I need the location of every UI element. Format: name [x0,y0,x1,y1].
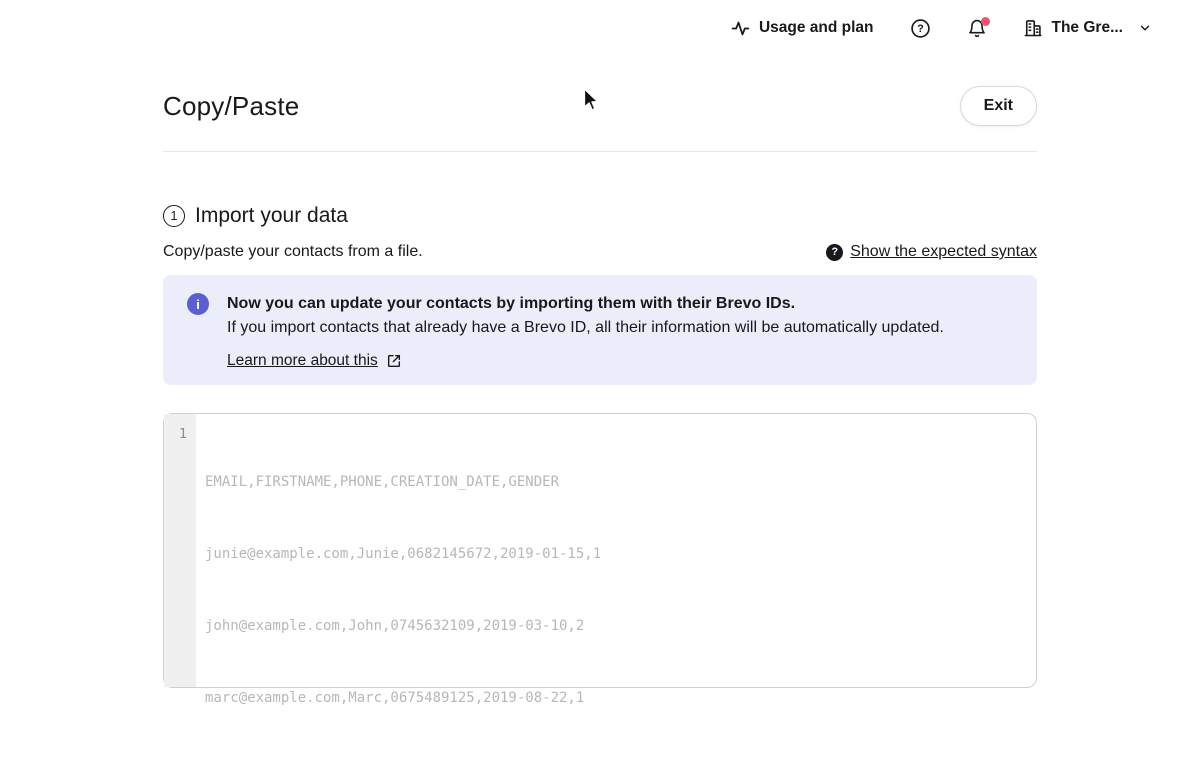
editor-line-gutter [164,414,196,687]
step-one-icon: 1 [163,205,185,227]
exit-button[interactable]: Exit [960,86,1037,126]
placeholder-line: john@example.com,John,0745632109,2019-03-10,2 [205,618,585,634]
question-mark-filled-icon: ? [826,244,843,261]
paste-contacts-editor[interactable] [163,413,1037,706]
info-banner-body [227,292,944,368]
external-link-icon [386,353,402,369]
learn-more-label: Learn more about this [227,352,378,369]
activity-icon [731,19,750,38]
usage-and-plan-link[interactable] [731,19,874,38]
page-title: Copy/Paste [163,90,300,121]
help-button[interactable] [910,18,931,39]
editor-input-area[interactable] [196,414,1036,706]
usage-and-plan-label: Usage and plan [758,19,874,36]
placeholder-line: marc@example.com,Marc,0675489125,2019-08-22,1 [205,690,585,706]
placeholder-line: EMAIL,FIRSTNAME,PHONE,CREATION_DATE,GENDER [205,474,560,490]
page-header [163,86,1037,126]
show-expected-syntax-label: Show the expected syntax [850,243,1037,260]
notifications-button[interactable] [967,18,987,39]
account-name-label: The Gre... [1051,19,1123,36]
chevron-down-icon [1138,21,1152,35]
placeholder-line: junie@example.com,Junie,0682145672,2019-01-15,1 [205,546,602,562]
header-divider [163,151,1037,152]
account-menu[interactable] [1023,18,1153,38]
info-icon: i [187,293,209,315]
import-step-heading [163,204,348,228]
learn-more-link[interactable] [227,352,944,370]
show-expected-syntax-link[interactable] [826,243,1037,261]
import-description: Copy/paste your contacts from a file. [163,243,423,260]
help-icon: ? [916,22,924,35]
building-icon [1023,18,1043,38]
info-banner-title: Now you can update your contacts by importing them with their Brevo IDs. [227,295,796,312]
info-banner [163,275,1037,385]
notification-dot [981,17,990,26]
import-description-row [163,243,1037,261]
info-banner-text: If you import contacts that already have a Brevo ID, all their information will be automatically updated. [227,319,944,336]
line-number: 1 [178,426,187,442]
top-header [0,0,1202,56]
import-step-title: Import your data [195,204,348,227]
